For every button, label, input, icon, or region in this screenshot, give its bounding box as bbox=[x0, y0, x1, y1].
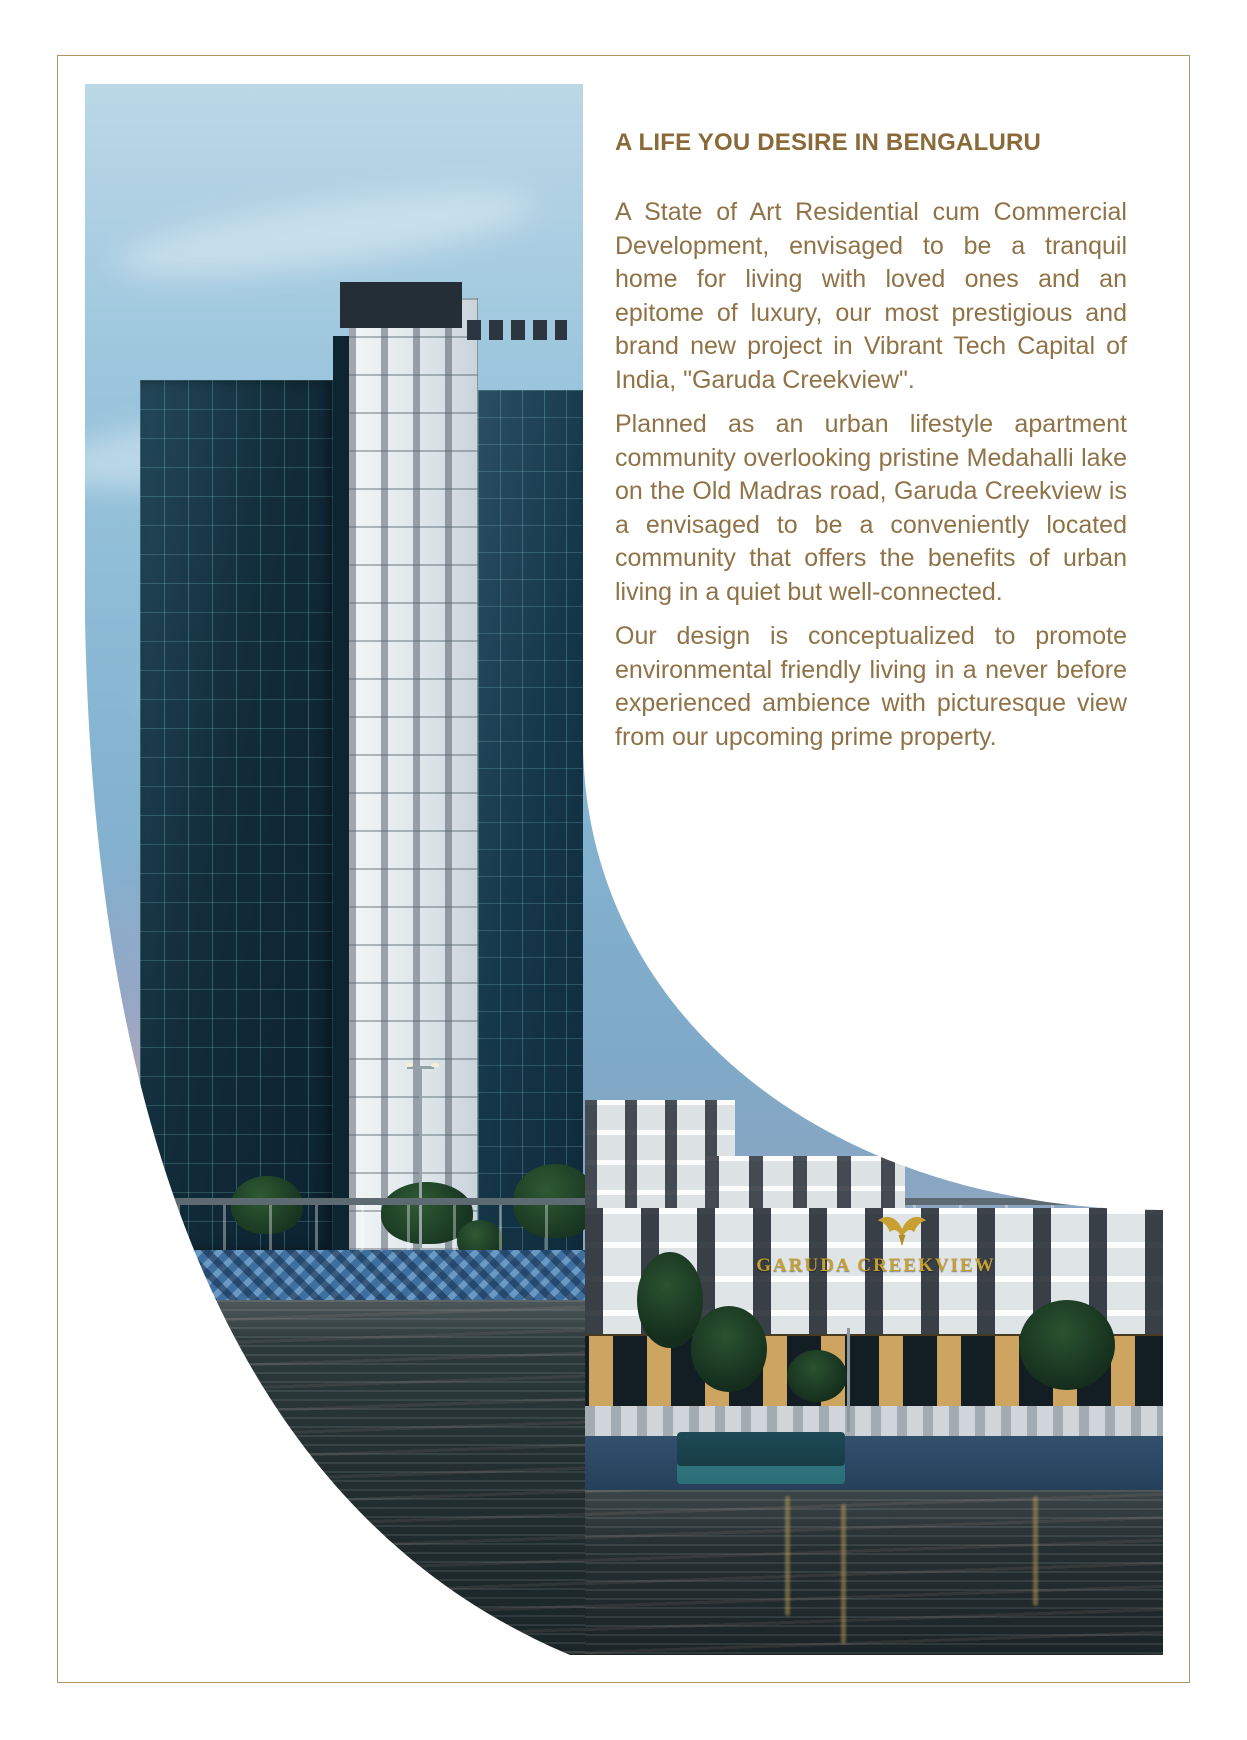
paragraph-3: Our design is conceptualized to promote environmental friendly living in a never before experienced ambience with picturesque view from our upcoming prime property. bbox=[615, 622, 1127, 751]
paragraph-1: A State of Art Residential cum Commercial Development, envisaged to be a tranquil home for living with loved ones and an epitome of luxury, our most prestigious and brand new project in Vibrant Tech Capital of India, "Garuda Creekview". bbox=[615, 198, 1127, 394]
signage-label: GARUDA CREEKVIEW bbox=[756, 1255, 996, 1276]
section-heading: A LIFE YOU DESIRE IN BENGALURU bbox=[615, 129, 1042, 156]
article-section bbox=[615, 128, 1127, 765]
paragraph-2: Planned as an urban lifestyle apartment community overlooking pristine Medahalli lake on the Old Madras road, Garuda Creekview is a envisaged to be a conveniently located community that offers the benefits of urban living in a quiet but well-connected. bbox=[615, 410, 1127, 606]
